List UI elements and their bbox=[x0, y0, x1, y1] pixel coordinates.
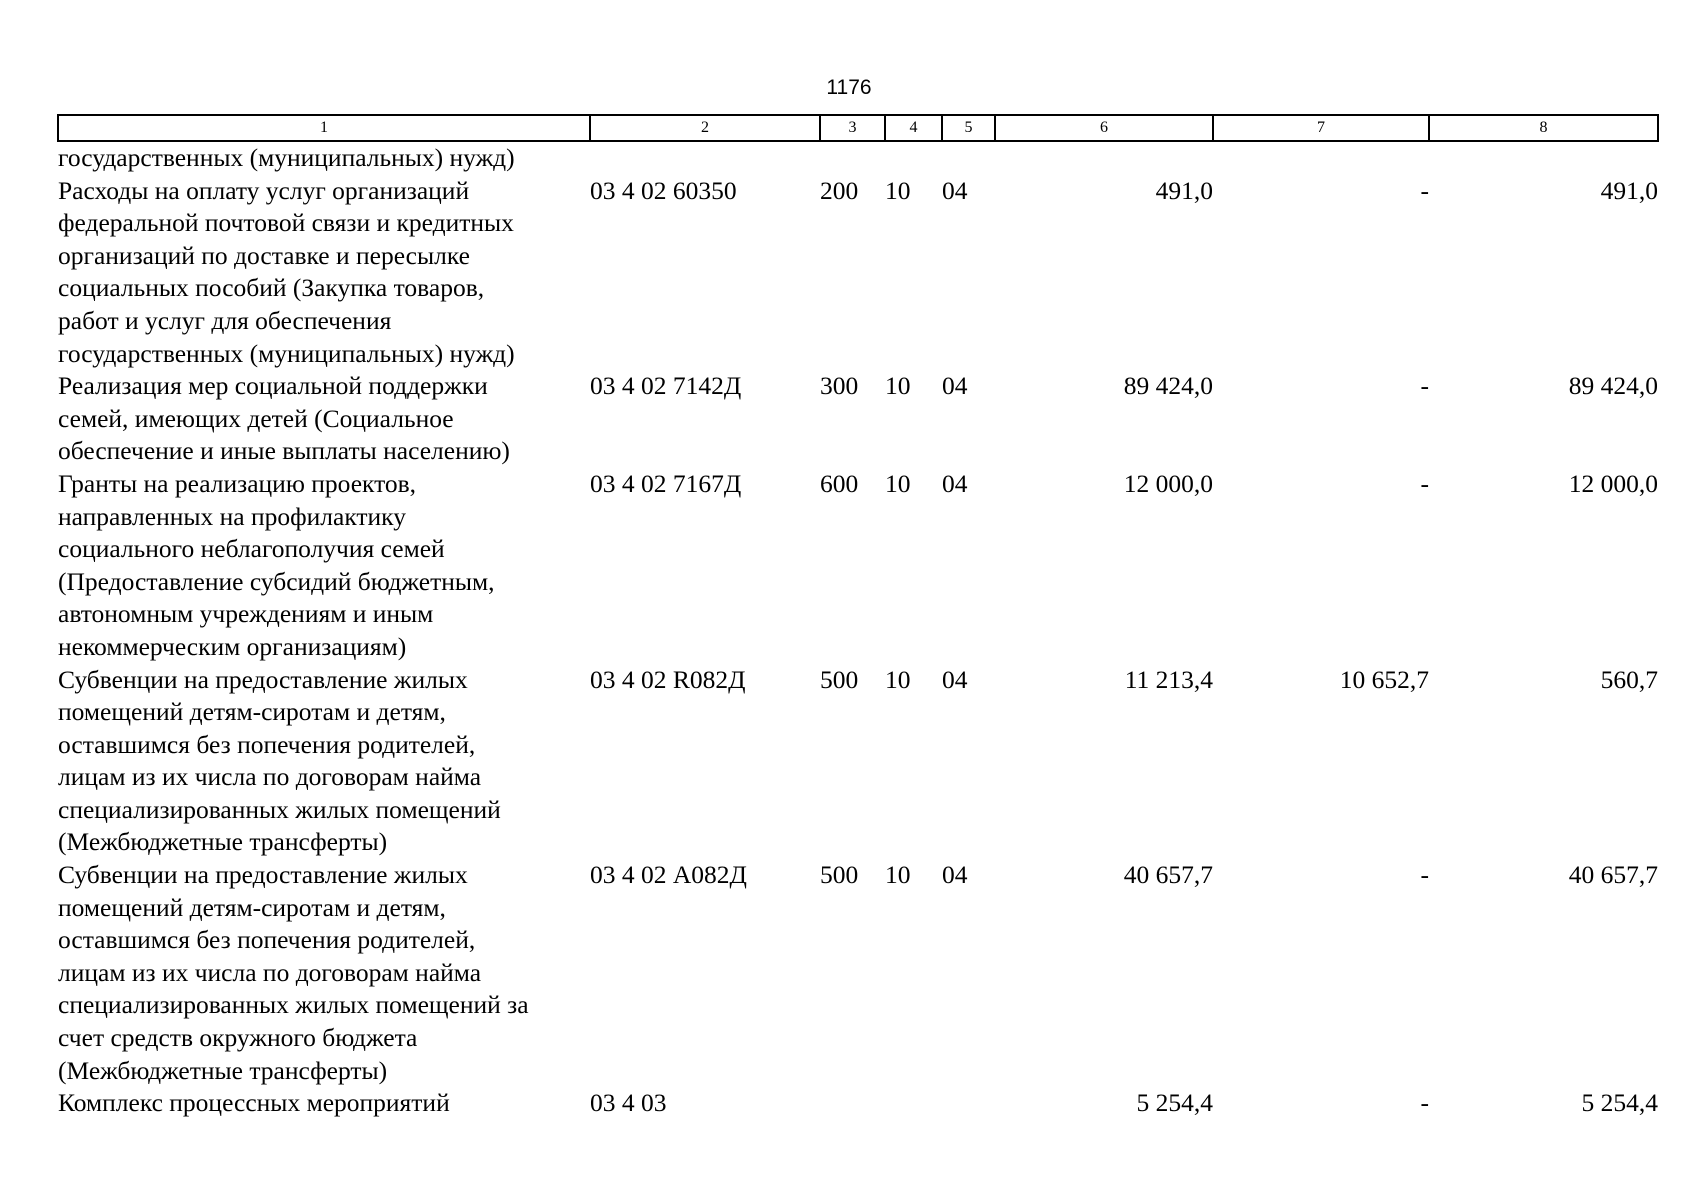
expense-name-line: Субвенции на предоставление жилых bbox=[58, 860, 468, 890]
expense-name-line: социального неблагополучия семей bbox=[58, 534, 445, 564]
expense-name-line: помещений детям-сиротам и детям, bbox=[58, 892, 446, 922]
expense-name-cell bbox=[58, 175, 590, 371]
amount-regional-cell: 491,0 bbox=[1600, 175, 1658, 205]
subsection-cell: 04 bbox=[942, 664, 968, 694]
budget-table-sheet bbox=[57, 114, 1657, 1120]
expense-name-line: направленных на профилактику bbox=[58, 501, 406, 531]
budget-code-cell: 03 4 02 А082Д bbox=[590, 860, 747, 890]
expense-name-line: автономным учреждениям и иным bbox=[58, 599, 434, 629]
expense-name-line: государственных (муниципальных) нужд) bbox=[58, 143, 515, 172]
expense-name-line: лицам из их числа по договорам найма bbox=[58, 762, 482, 792]
table-row bbox=[58, 664, 1658, 860]
header-col-8: 8 bbox=[1429, 115, 1658, 141]
expense-name-cell bbox=[58, 141, 590, 175]
budget-table bbox=[57, 114, 1659, 1120]
expense-name-line: специализированных жилых помещений bbox=[58, 794, 501, 824]
table-body bbox=[58, 141, 1658, 1120]
expense-name-line: Субвенции на предоставление жилых bbox=[58, 664, 468, 694]
expense-type-cell: 200 bbox=[820, 175, 859, 205]
amount-federal-cell: - bbox=[1420, 371, 1429, 401]
section-cell: 10 bbox=[885, 860, 911, 890]
subsection-cell bbox=[942, 1087, 995, 1120]
expense-name-line: федеральной почтовой связи и кредитных bbox=[58, 208, 514, 238]
table-row bbox=[58, 468, 1658, 664]
budget-code-cell: 03 4 02 7167Д bbox=[590, 468, 742, 498]
expense-name-line: оставшимся без попечения родителей, bbox=[58, 729, 476, 759]
amount-total-cell: 11 213,4 bbox=[1124, 664, 1213, 694]
expense-name-line: Комплекс процессных мероприятий bbox=[58, 1088, 450, 1118]
expense-name-line: помещений детям-сиротам и детям, bbox=[58, 697, 446, 727]
amount-regional-cell: 40 657,7 bbox=[1568, 860, 1658, 890]
table-row bbox=[58, 859, 1658, 1087]
header-col-4: 4 bbox=[885, 115, 942, 141]
subsection-cell: 04 bbox=[942, 175, 968, 205]
amount-federal-cell bbox=[1213, 141, 1429, 175]
expense-name-line: обеспечение и иные выплаты населению) bbox=[58, 436, 510, 466]
expense-name-line: (Предоставление субсидий бюджетным, bbox=[58, 566, 495, 596]
budget-code-cell bbox=[590, 141, 820, 175]
header-col-7: 7 bbox=[1213, 115, 1429, 141]
amount-total-cell: 12 000,0 bbox=[1123, 468, 1213, 498]
section-cell bbox=[885, 1087, 942, 1120]
expense-name-line: (Межбюджетные трансферты) bbox=[58, 1055, 388, 1085]
expense-name-line: семей, имеющих детей (Социальное bbox=[58, 403, 454, 433]
header-col-6: 6 bbox=[995, 115, 1213, 141]
expense-type-cell: 600 bbox=[820, 468, 859, 498]
amount-total-cell: 491,0 bbox=[1155, 175, 1213, 205]
section-cell bbox=[885, 141, 942, 175]
table-row bbox=[58, 370, 1658, 468]
expense-name-line: работ и услуг для обеспечения bbox=[58, 305, 392, 335]
expense-name-line: лицам из их числа по договорам найма bbox=[58, 957, 482, 987]
expense-type-cell: 500 bbox=[820, 860, 859, 890]
expense-type-cell bbox=[820, 1087, 885, 1120]
section-cell: 10 bbox=[885, 175, 911, 205]
header-col-1: 1 bbox=[58, 115, 590, 141]
table-row bbox=[58, 1087, 1658, 1120]
page-number: 1176 bbox=[826, 76, 872, 99]
section-cell: 10 bbox=[885, 371, 911, 401]
expense-name-cell bbox=[58, 468, 590, 664]
budget-code-cell: 03 4 02 60350 bbox=[590, 175, 737, 205]
header-col-3: 3 bbox=[820, 115, 885, 141]
expense-name-line: оставшимся без попечения родителей, bbox=[58, 925, 476, 955]
table-row bbox=[58, 141, 1658, 175]
expense-type-cell: 300 bbox=[820, 371, 859, 401]
amount-federal-cell: - bbox=[1420, 175, 1429, 205]
expense-name-line: организаций по доставке и пересылке bbox=[58, 240, 470, 270]
amount-federal-cell: - bbox=[1420, 860, 1429, 890]
expense-name-line: (Межбюджетные трансферты) bbox=[58, 827, 388, 857]
amount-regional-cell: 12 000,0 bbox=[1568, 468, 1658, 498]
expense-name-line: государственных (муниципальных) нужд) bbox=[58, 338, 515, 368]
column-number-header bbox=[58, 115, 1658, 141]
subsection-cell: 04 bbox=[942, 371, 968, 401]
amount-regional-cell: 560,7 bbox=[1600, 664, 1658, 694]
amount-federal-cell: - bbox=[1420, 468, 1429, 498]
amount-regional-cell bbox=[1429, 141, 1658, 175]
expense-name-line: Гранты на реализацию проектов, bbox=[58, 468, 417, 498]
budget-code-cell: 03 4 02 7142Д bbox=[590, 371, 742, 401]
amount-total-cell bbox=[995, 141, 1213, 175]
section-cell: 10 bbox=[885, 664, 911, 694]
header-col-5: 5 bbox=[942, 115, 995, 141]
amount-regional-cell: 89 424,0 bbox=[1568, 371, 1658, 401]
expense-type-cell: 500 bbox=[820, 664, 859, 694]
expense-name-cell bbox=[58, 859, 590, 1087]
amount-total-cell: 40 657,7 bbox=[1123, 860, 1213, 890]
expense-name-line: Реализация мер социальной поддержки bbox=[58, 371, 488, 401]
subsection-cell: 04 bbox=[942, 468, 968, 498]
amount-regional-cell: 5 254,4 bbox=[1581, 1088, 1658, 1118]
amount-federal-cell: 10 652,7 bbox=[1339, 664, 1429, 694]
table-row bbox=[58, 175, 1658, 371]
subsection-cell: 04 bbox=[942, 860, 968, 890]
budget-code-cell: 03 4 03 bbox=[590, 1088, 667, 1118]
expense-name-cell bbox=[58, 370, 590, 468]
expense-name-line: специализированных жилых помещений за bbox=[58, 990, 529, 1020]
expense-type-cell bbox=[820, 141, 885, 175]
expense-name-line: Расходы на оплату услуг организаций bbox=[58, 175, 470, 205]
expense-name-cell bbox=[58, 1087, 590, 1120]
amount-federal-cell: - bbox=[1420, 1088, 1429, 1118]
section-cell: 10 bbox=[885, 468, 911, 498]
expense-name-cell bbox=[58, 664, 590, 860]
budget-code-cell: 03 4 02 R082Д bbox=[590, 664, 746, 694]
amount-total-cell: 89 424,0 bbox=[1123, 371, 1213, 401]
expense-name-line: некоммерческим организациям) bbox=[58, 631, 407, 661]
expense-name-line: социальных пособий (Закупка товаров, bbox=[58, 273, 485, 303]
amount-total-cell: 5 254,4 bbox=[1136, 1088, 1213, 1118]
subsection-cell bbox=[942, 141, 995, 175]
header-col-2: 2 bbox=[590, 115, 820, 141]
expense-name-line: счет средств окружного бюджета bbox=[58, 1023, 418, 1053]
